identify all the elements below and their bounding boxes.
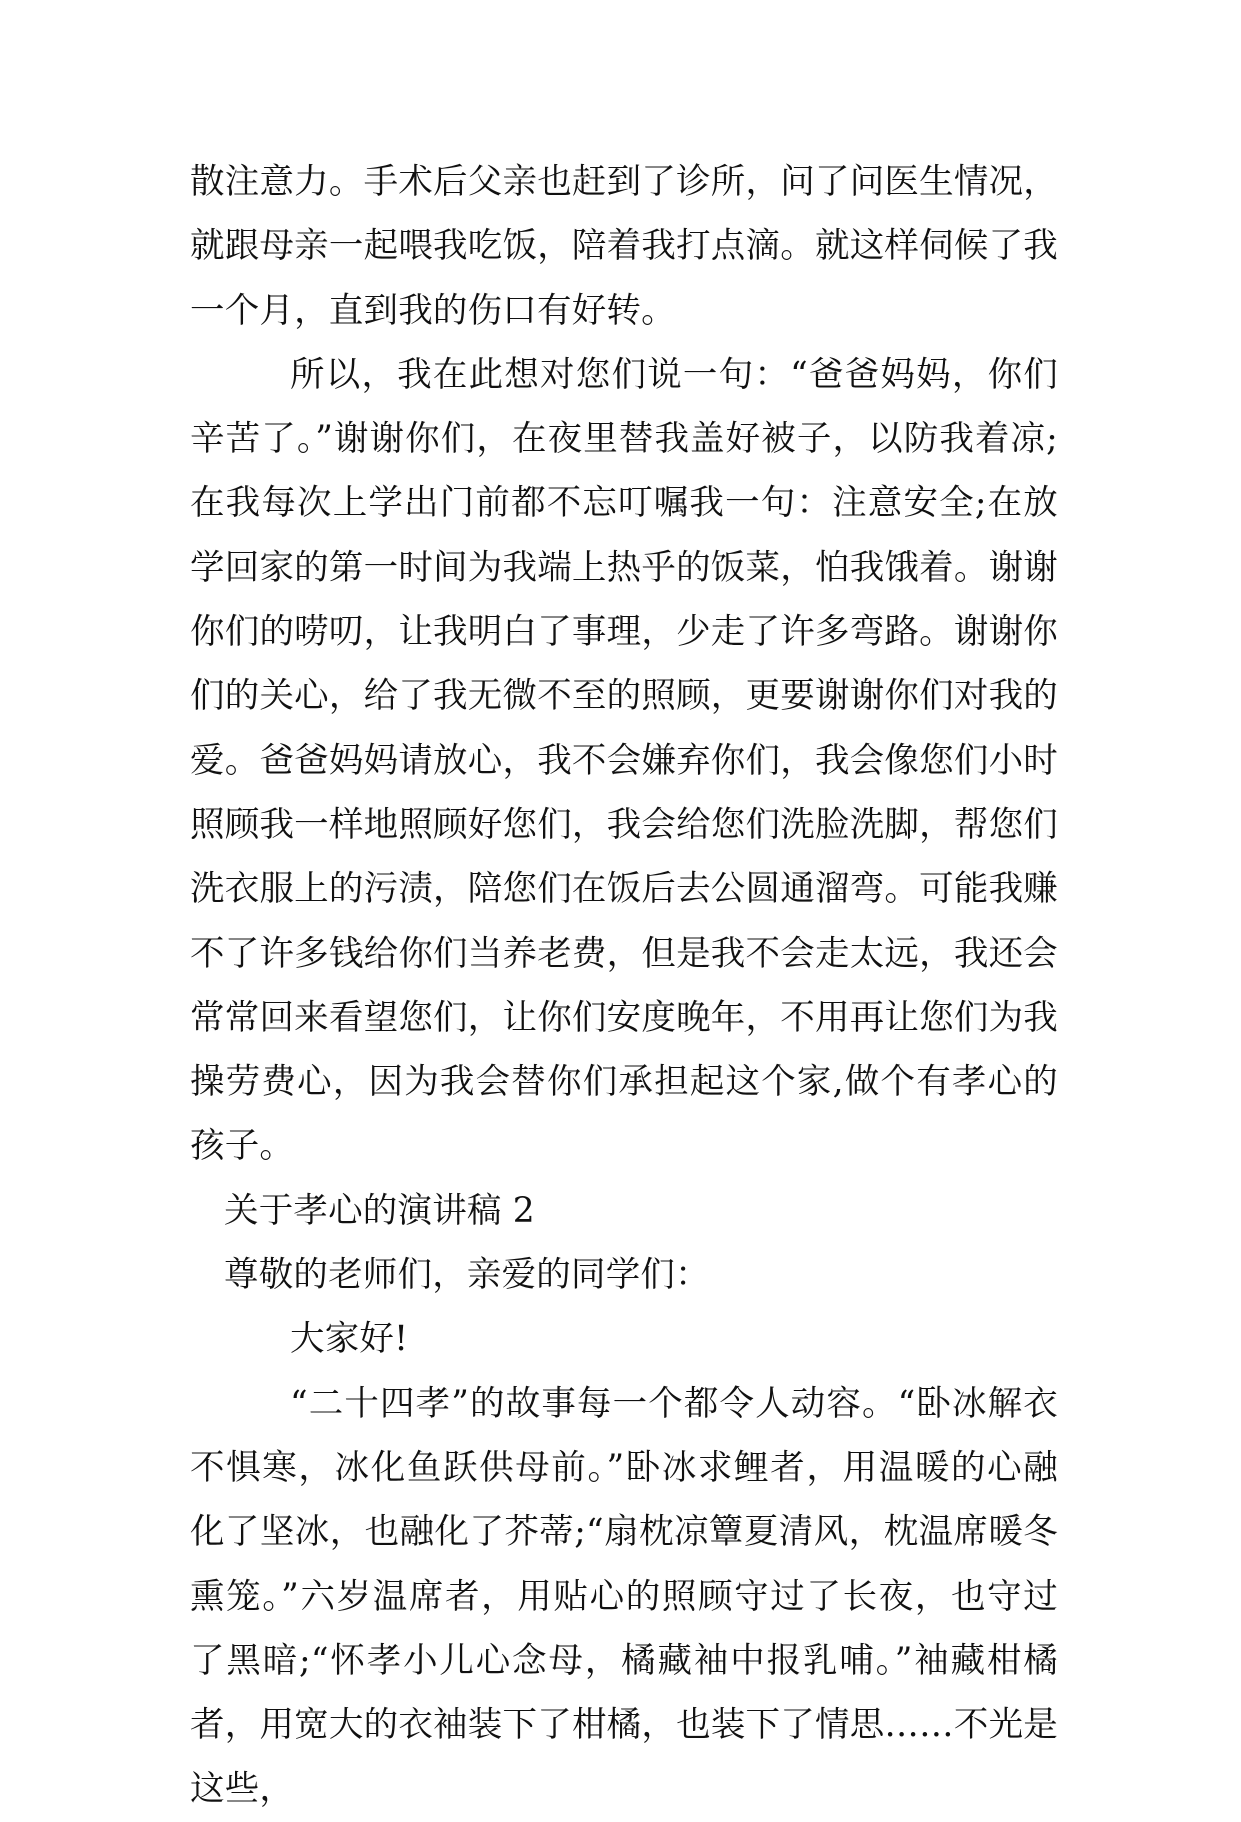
paragraph-3: “二十四孝”的故事每一个都令人动容。“卧冰解衣不惧寒，冰化鱼跃供母前。”卧冰求鲤者，用温暖的心融化了坚冰，也融化了芥蒂;“扇枕凉簟夏清风，枕温席暖冬熏笼。”六岁温席者，用贴心的照顾守过了长夜，也守过了黑暗;“怀孝小儿心念母，橘藏袖中报乳哺。”袖藏柑橘者，用宽大的衣袖装下了柑橘，也装下了情思……不光是这些， [190, 1383, 1058, 1810]
paragraph-1: 散注意力。手术后父亲也赶到了诊所，问了问医生情况，就跟母亲一起喂我吃饭，陪着我打点滴。就这样伺候了我一个月，直到我的伤口有好转。 [190, 162, 1058, 331]
greeting: 大家好! [290, 1319, 409, 1360]
section-title: 关于孝心的演讲稿 2 [224, 1190, 535, 1231]
document-body [190, 150, 1058, 1822]
salutation: 尊敬的老师们，亲爱的同学们： [224, 1255, 710, 1296]
paragraph-2: 所以，我在此想对您们说一句：“爸爸妈妈，你们辛苦了。”谢谢你们，在夜里替我盖好被子，以防我着凉;在我每次上学出门前都不忘叮嘱我一句：注意安全;在放学回家的第一时间为我端上热乎的饭菜，怕我饿着。谢谢你们的唠叨，让我明白了事理，少走了许多弯路。谢谢你们的关心，给了我无微不至的照顾，更要谢谢你们对我的爱。爸爸妈妈请放心，我不会嫌弃你们，我会像您们小时照顾我一样地照顾好您们，我会给您们洗脸洗脚，帮您们洗衣服上的污渍，陪您们在饭后去公圆通溜弯。可能我赚不了许多钱给你们当养老费，但是我不会走太远，我还会常常回来看望您们，让你们安度晚年，不用再让您们为我操劳费心，因为我会替你们承担起这个家,做个有孝心的孩子。 [190, 354, 1058, 1167]
